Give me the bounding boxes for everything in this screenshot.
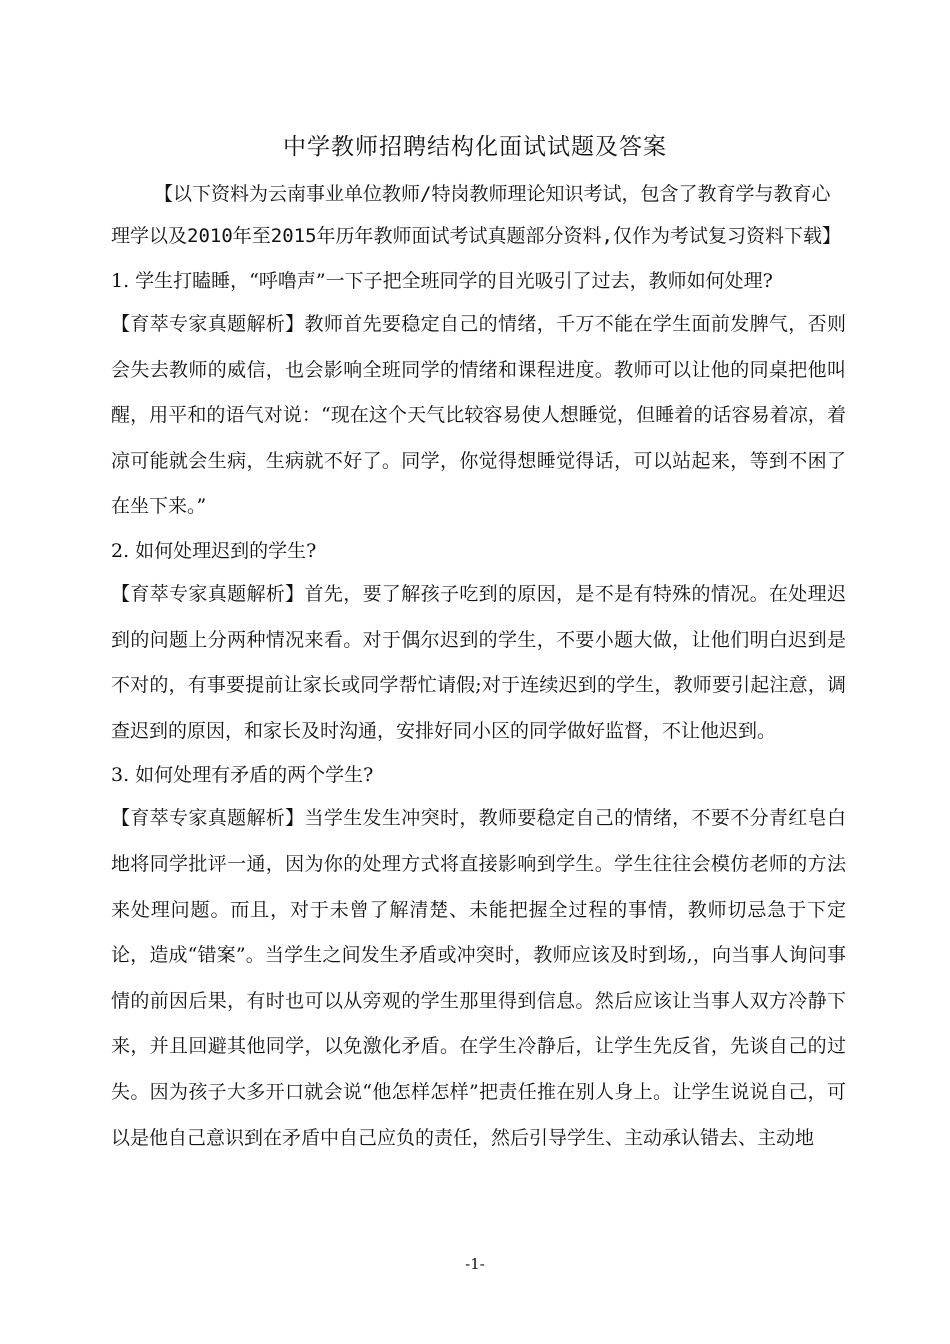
answer-tag: 【育萃专家真题解析】	[111, 582, 305, 605]
answer-text: 首先，要了解孩子吃到的原因，是不是有特殊的情况。在处理迟到的问题上分两种情况来看。对于偶尔迟到的学生，不要小题大做，让他们明白迟到是不对的，有事要提前让家长或同学帮忙请假;对于连续迟到的学生，教师要引起注意，调查迟到的原因，和家长及时沟通，安排好同小区的同学做好监督，不让他迟到。	[111, 582, 846, 742]
question-2: 2. 如何处理迟到的学生?	[111, 539, 317, 562]
answer-tag: 【育萃专家真题解析】	[111, 313, 305, 335]
intro-note: 【以下资料为云南事业单位教师/特岗教师理论知识考试，包含了教育学与教育心理学以及2010年至2015年历年教师面试考试真题部分资料,仅作为考试复习资料下载】	[111, 183, 841, 247]
question-3: 3. 如何处理有矛盾的两个学生?	[111, 764, 374, 787]
page-number: -1-	[465, 1255, 485, 1273]
qa-content	[111, 260, 846, 1161]
answer-1	[111, 302, 846, 530]
answer-2	[111, 572, 846, 754]
question-1: 1. 学生打瞌睡，“呼噜声”一下子把全班同学的目光吸引了过去，教师如何处理?	[111, 270, 773, 292]
answer-3	[111, 796, 846, 1161]
answer-tag: 【育萃专家真题解析】	[111, 807, 305, 830]
answer-text: 教师首先要稳定自己的情绪，千万不能在学生面前发脾气，否则会失去教师的威信，也会影响全班同学的情绪和课程进度。教师可以让他的同桌把他叫醒，用平和的语气对说：“现在这个天气比较容易使人想睡觉，但睡着的话容易着凉，着凉可能就会生病，生病就不好了。同学，你觉得想睡觉得话，可以站起来，等到不困了在坐下来。”	[111, 313, 846, 518]
answer-text: 当学生发生冲突时，教师要稳定自己的情绪，不要不分青红皂白地将同学批评一通，因为你的处理方式将直接影响到学生。学生往往会模仿老师的方法来处理问题。而且，对于未曾了解清楚、未能把握全过程的事情，教师切忌急于下定论，造成“错案”。当学生之间发生矛盾或冲突时，教师应该及时到场,，向当事人询问事情的前因后果，有时也可以从旁观的学生那里得到信息。然后应该让当事人双方冷静下来，并且回避其他同学，以免激化矛盾。在学生冷静后，让学生先反省，先谈自己的过失。因为孩子大多开口就会说“他怎样怎样”把责任推在别人身上。让学生说说自己，可以是他自己意识到在矛盾中自己应负的责任，然后引导学生、主动承认错去、主动地	[111, 807, 846, 1149]
document-title: 中学教师招聘结构化面试试题及答案	[283, 134, 667, 160]
